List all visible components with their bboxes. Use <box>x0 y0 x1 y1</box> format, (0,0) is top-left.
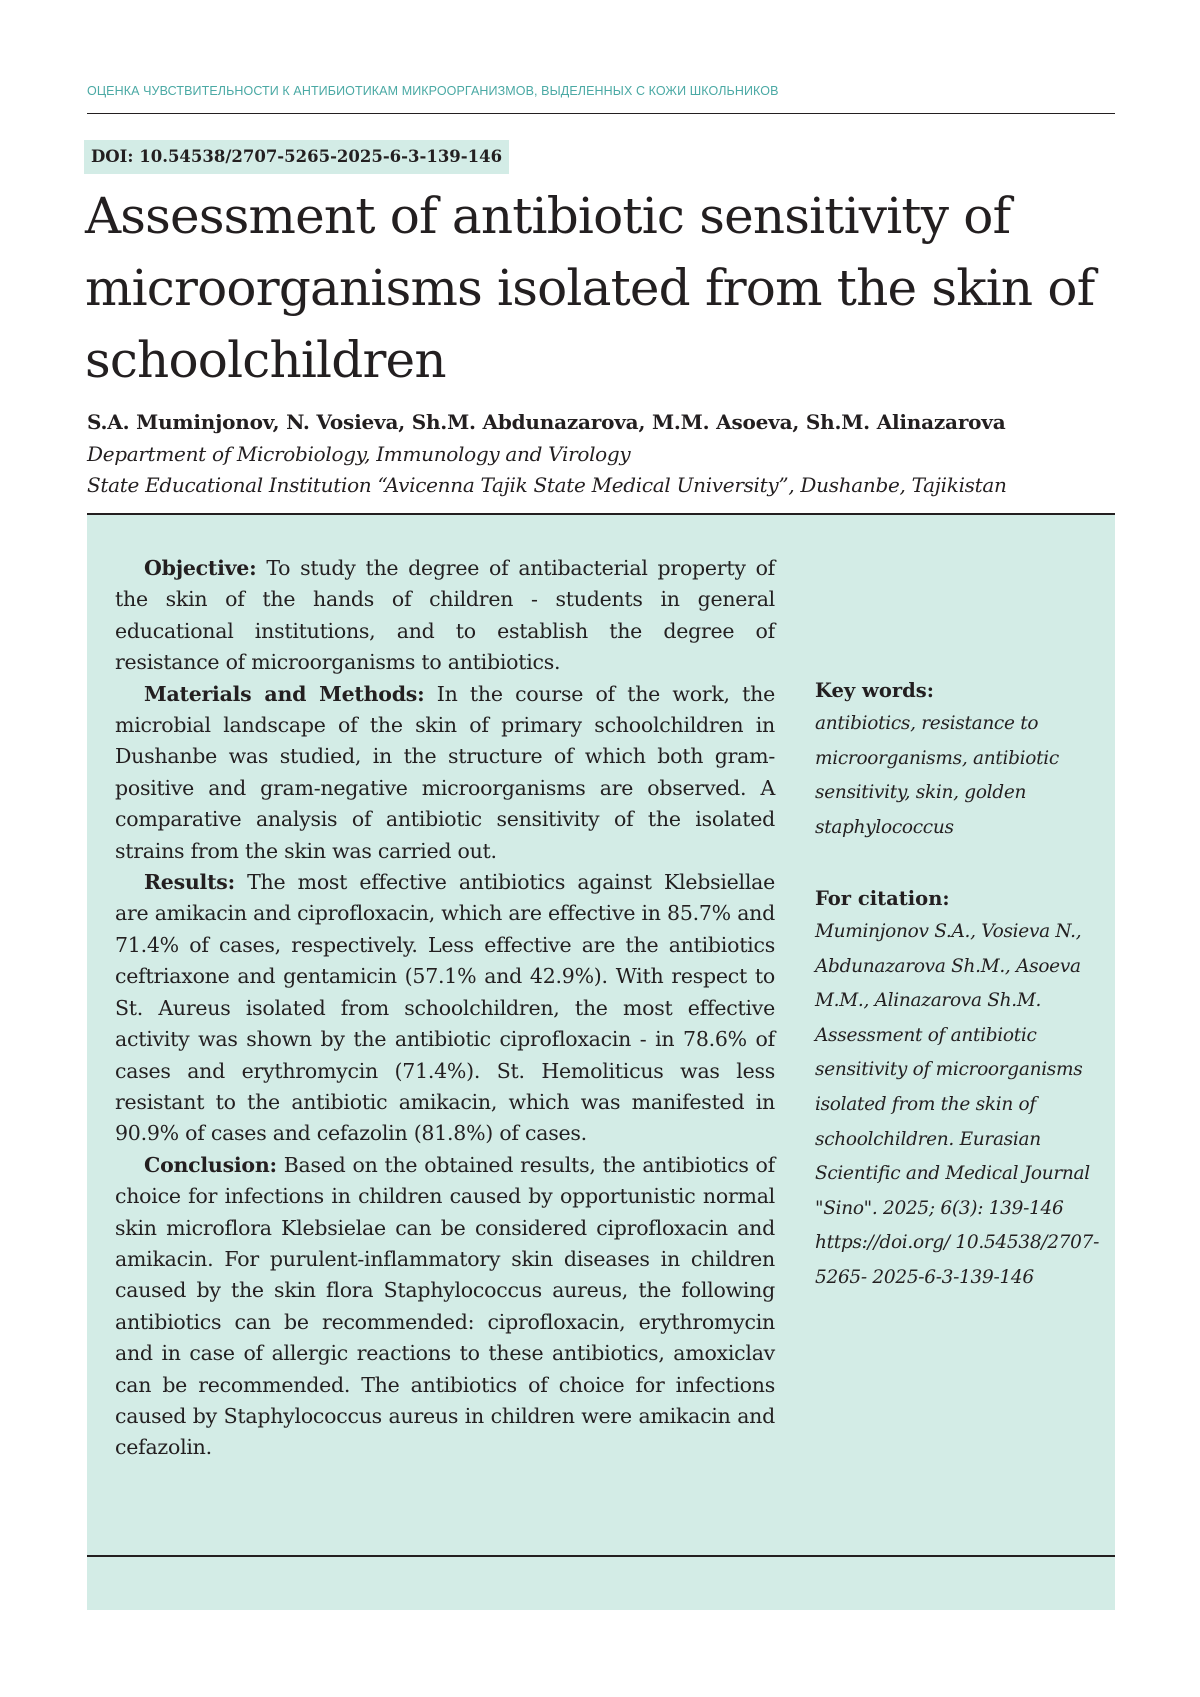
results-label: Results: <box>144 870 235 895</box>
header-rule <box>87 113 1115 114</box>
citation-text: Muminjonov S.A., Vosieva N., Abdunazarova Sh.M., Asoeva M.M., Alinazarova Sh.M. Assessment of antibiotic sensitivity of microorganisms isolated from the skin of schoolchildren. Eurasian Scientific and Medical Journal "Sino". 2025; 6(3): 139-146 https://doi.org/ 10.54538/2707-5265- 2025-6-3-139-146 <box>815 921 1100 1288</box>
abstract-conclusion <box>115 1150 775 1464</box>
panel-top-rule <box>87 513 1115 515</box>
abstract-methods <box>115 679 775 867</box>
affiliation-institution: State Educational Institution “Avicenna Tajik State Medical University”, Dushanbe, Tajikistan <box>87 473 1007 497</box>
abstract-objective <box>115 553 775 679</box>
article-title: Assessment of antibiotic sensitivity of microorganisms isolated from the skin of schoolchildren <box>85 187 1095 389</box>
doi-label: DOI: 10.54538/2707-5265-2025-6-3-139-146 <box>84 140 509 174</box>
citation-block <box>815 883 1100 1296</box>
conclusion-label: Conclusion: <box>144 1152 277 1177</box>
methods-label: Materials and Methods: <box>144 681 425 706</box>
abstract <box>115 553 775 1464</box>
running-head: ОЦЕНКА ЧУВСТВИТЕЛЬНОСТИ К АНТИБИОТИКАМ МИКРООРГАНИЗМОВ, ВЫДЕЛЕННЫХ С КОЖИ ШКОЛЬНИКОВ <box>87 84 779 98</box>
results-text: The most effective antibiotics against Klebsiellae are amikacin and ciprofloxacin, which are effective in 85.7% and 71.4% of cases, respectively. Less effective are the antibiotics ceftriaxone and gentamicin (57.1% and 42.9%). With respect to St. Aureus isolated from schoolchildren, the most effective activity was shown by the antibiotic ciprofloxacin - in 78.6% of cases and erythromycin (71.4%). St. Hemoliticus was less resistant to the antibiotic amikacin, which was manifested in 90.9% of cases and cefazolin (81.8%) of cases. <box>115 870 775 1146</box>
keywords-block <box>815 675 1100 845</box>
abstract-results <box>115 867 775 1150</box>
keywords-label: Key words: <box>815 679 934 702</box>
affiliation-department: Department of Microbiology, Immunology and Virology <box>87 442 631 466</box>
conclusion-text: Based on the obtained results, the antibiotics of choice for infections in children caused by opportunistic normal skin microflora Klebsielae can be considered ciprofloxacin and amikacin. For purulent-inflammatory skin diseases in children caused by the skin flora Staphylococcus aureus, the following antibiotics can be recommended: ciprofloxacin, erythromycin and in case of allergic reactions to these antibiotics, amoxiclav can be recommended. The antibiotics of choice for infections caused by Staphylococcus aureus in children were amikacin and cefazolin. <box>115 1152 775 1460</box>
objective-label: Objective: <box>144 556 257 580</box>
objective-text: To study the degree of antibacterial property of the skin of the hands of children - students in general educational institutions, and to establish the degree of resistance of microorganisms to antibiotics. <box>115 556 775 675</box>
authors: S.A. Muminjonov, N. Vosieva, Sh.M. Abdunazarova, M.M. Asoeva, Sh.M. Alinazarova <box>87 410 1006 434</box>
citation-label: For citation: <box>815 887 950 910</box>
keywords-text: antibiotics, resistance to microorganisms, antibiotic sensitivity, skin, golden staphylococcus <box>815 713 1059 838</box>
panel-bottom-rule <box>87 1555 1115 1557</box>
methods-text: In the course of the work, the microbial landscape of the skin of primary schoolchildren in Dushanbe was studied, in the structure of which both gram-positive and gram-negative microorganisms are observed. A comparative analysis of antibiotic sensitivity of the isolated strains from the skin was carried out. <box>115 681 775 863</box>
